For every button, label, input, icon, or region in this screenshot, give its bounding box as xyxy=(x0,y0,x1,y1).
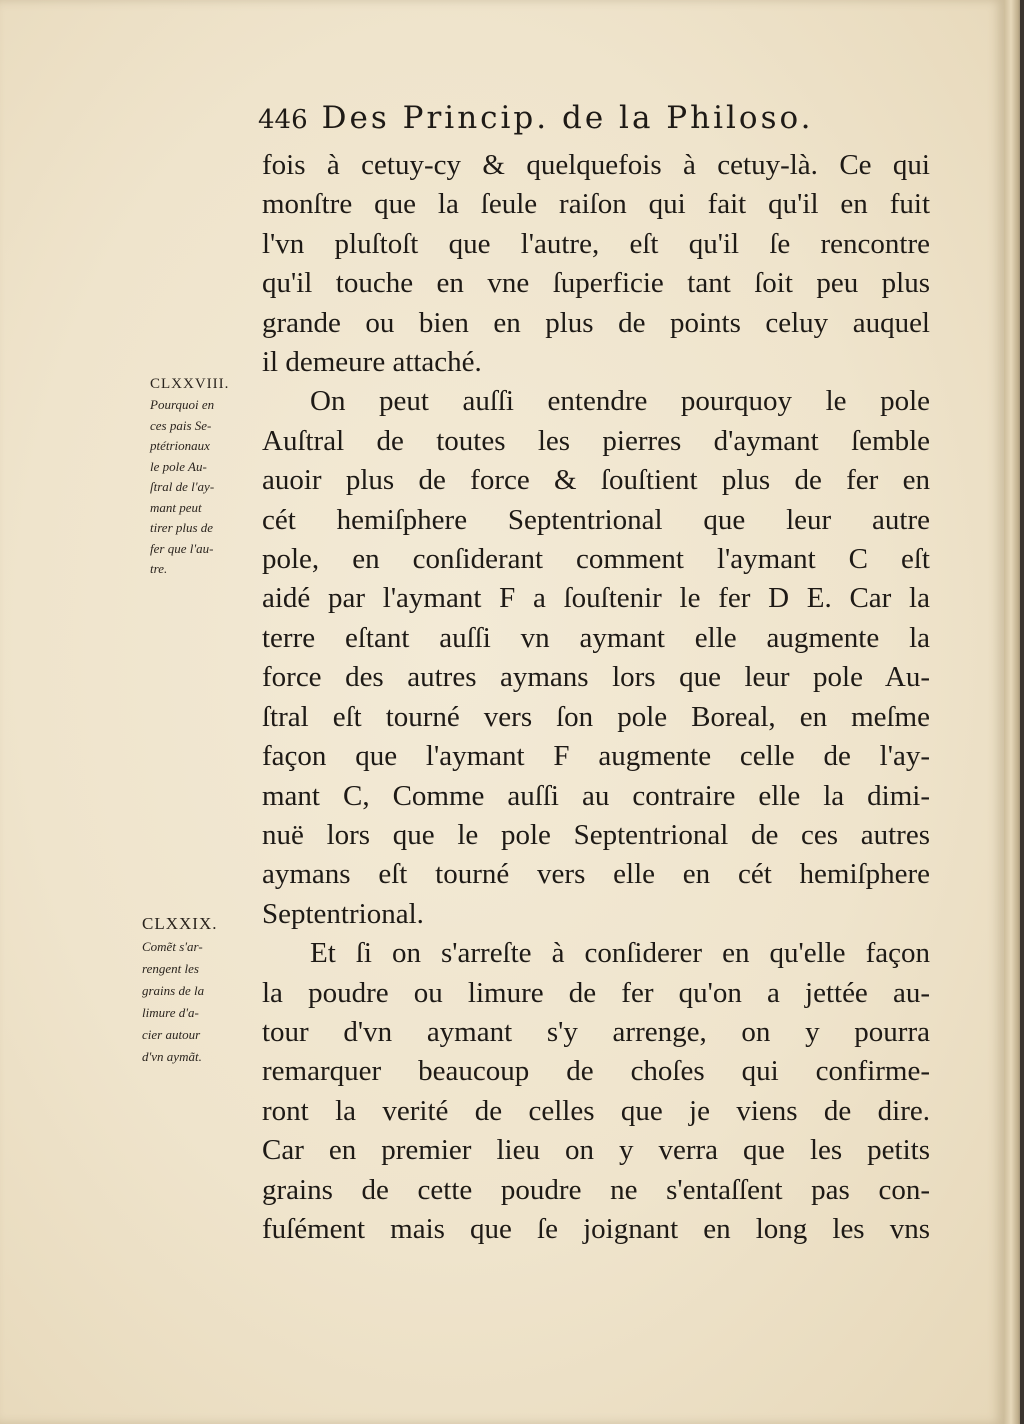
text-line: ſtral eſt tourné vers ſon pole Boreal, en meſme xyxy=(262,700,930,733)
text-line: aymans eſt tourné vers elle en cét hemiſphere xyxy=(262,858,930,891)
text-line: monſtre que la ſeule raiſon qui fait qu'il en fuit xyxy=(262,188,930,221)
margin-note-number: CLXXIX. xyxy=(142,914,218,933)
text-line: terre eſtant auſſi vn aymant elle augmente la xyxy=(262,621,930,654)
body-text xyxy=(262,146,930,1249)
text-line: Septentrional. xyxy=(262,897,424,930)
text-line: fois à cetuy-cy & quelquefois à cetuy-là. Ce qui xyxy=(262,149,930,181)
text-line: Car en premier lieu on y verra que les petits xyxy=(262,1134,930,1167)
text-line: la poudre ou limure de fer qu'on a jettée au- xyxy=(262,976,930,1009)
text-line: façon que l'aymant F augmente celle de l'ay- xyxy=(262,740,930,773)
margin-note-gloss: Comẽt s'ar- rengent les grains de la limure d'a- cier autour d'vn aymãt. xyxy=(142,939,205,1064)
text-line: grains de cette poudre ne s'entaſſent pas con- xyxy=(262,1173,930,1206)
page-number: 446 xyxy=(258,105,308,135)
text-line: mant C, Comme auſſi au contraire elle la dimi- xyxy=(262,779,930,812)
margin-note-number: CLXXVIII. xyxy=(150,376,230,392)
text-line: grande ou bien en plus de points celuy auquel xyxy=(262,306,930,339)
text-line: qu'il touche en vne ſuperficie tant ſoit peu plus xyxy=(262,267,930,300)
margin-note-179 xyxy=(142,914,217,1068)
text-line: Auſtral de toutes les pierres d'aymant ſemble xyxy=(262,424,930,457)
margin-note-178 xyxy=(150,376,229,580)
binding-shadow xyxy=(1020,0,1024,1424)
margin-note-gloss: Pourquoi en ces pais Se- ptétrionaux le pole Au- ſtral de l'ay- mant peut tirer plus de fer que l'au- tre. xyxy=(150,397,215,576)
text-line: aidé par l'aymant F a ſouſtenir le fer D E. Car la xyxy=(262,582,930,615)
text-line: il demeure attaché. xyxy=(262,346,482,379)
text-line: force des autres aymans lors que leur pole Au- xyxy=(262,661,930,694)
text-line: pole, en conſiderant comment l'aymant C eſt xyxy=(262,543,930,576)
running-title: Des Princip. de la Philoso. xyxy=(321,100,814,136)
text-line: l'vn pluſtoſt que l'autre, eſt qu'il ſe rencontre xyxy=(262,227,930,260)
text-line: auoir plus de force & ſouſtient plus de fer en xyxy=(262,464,930,497)
page-header xyxy=(258,100,918,136)
text-line: remarquer beaucoup de choſes qui confirme- xyxy=(262,1055,930,1088)
text-line: cét hemiſphere Septentrional que leur autre xyxy=(262,503,930,536)
text-line: nuë lors que le pole Septentrional de ces autres xyxy=(262,818,930,851)
text-line: On peut auſſi entendre pourquoy le pole xyxy=(310,385,930,418)
text-line: ront la verité de celles que je viens de dire. xyxy=(262,1094,930,1127)
text-line: fuſément mais que ſe joignant en long les vns xyxy=(262,1212,930,1245)
text-line: Et ſi on s'arreſte à conſiderer en qu'elle façon xyxy=(310,937,930,970)
text-line: tour d'vn aymant s'y arrenge, on y pourra xyxy=(262,1015,930,1048)
